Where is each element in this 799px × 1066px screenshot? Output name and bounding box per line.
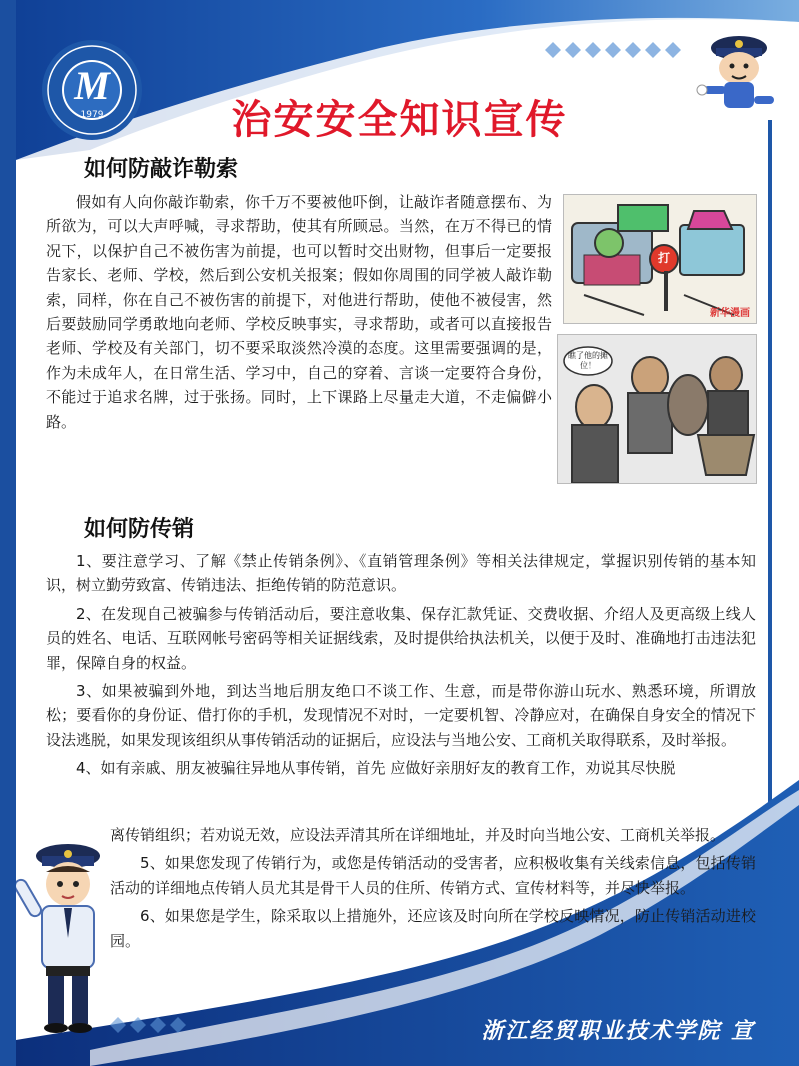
saluting-police-icon	[16, 838, 116, 1038]
list-item: 离传销组织；若劝说无效，应设法弄清其所在详细地址，并及时向当地公安、工商机关举报。	[110, 826, 726, 844]
logo-letter: M	[74, 63, 110, 108]
logo-year: 1979	[80, 110, 104, 120]
list-item: 2、在发现自己被骗参与传销活动后，要注意收集、保存汇款凭证、交费收据、介绍人及更高级上线人员的姓名、电话、互联网帐号密码等相关证据线索，及时提供给执法机关，以便于及时、准确地打击违法犯罪，保障自身的权益。	[46, 604, 756, 672]
police-officer-illustration	[16, 838, 116, 1038]
street-cartoon-image	[557, 334, 757, 484]
list-item: 5、如果您发现了传销行为，或您是传销活动的受害者，应积极收集有关线索信息，包括传销活动的详细地点传销人员尤其是骨干人员的住所、传销方式、宣传材料等，并尽快举报。	[110, 854, 756, 897]
page-title: 治安安全知识宣传	[231, 97, 568, 143]
cartoon1-watermark: 新华漫画	[710, 308, 750, 319]
list-item: 4、如有亲戚、朋友被骗往异地从事传销，首先 应做好亲朋好友的教育工作，劝说其尽快脱	[76, 759, 676, 778]
cartoon2-bubble: 瞧了他的摊位！	[568, 351, 608, 370]
section-heading-pyramid-selling: 如何防传销	[84, 517, 195, 542]
extortion-cartoon-image	[563, 194, 757, 324]
list-item: 1、要注意学习、了解《禁止传销条例》、《直销管理条例》等相关法律规定，掌握识别传销的基本知识，树立勤劳致富、传销违法、拒绝传销的防范意识。	[46, 552, 756, 595]
extortion-paragraph	[46, 190, 552, 434]
cartoon1-sign: 打	[657, 251, 670, 265]
extortion-text: 假如有人向你敲诈勒索，你千万不要被他吓倒，让敲诈者随意摆布、为所欲为，可以大声呼喊，寻求帮助，使其有所顾忌。当然，在万不得已的情况下，以保护自己不被伤害为前提，也可以暂时交出财物，但事后一定要报告家长、老师、学校，然后到公安机关报案；假如你周围的同学被人敲诈勒索，同样，你在自己不被伤害的前提下，对他进行帮助，使他不被侵害，然后要鼓励同学勇敢地向老师、学校反映事实，寻求帮助，或者可以直接报告老师、学校及有关部门，切不要采取淡然冷漠的态度。这里需要强调的是，作为未成年人，在日常生活、学习中，自己的穿着、言谈一定要符合身份，不能过于追求名牌，过于张扬。同时，上下课路上尽量走大道，不走偏僻小路。	[46, 193, 552, 431]
section-heading-extortion: 如何防敲诈勒索	[84, 157, 239, 182]
list-item: 3、如果被骗到外地，到达当地后朋友绝口不谈工作、生意，而是带你游山玩水、熟悉环境，所谓放松；要看你的身份证、借打你的手机，发现情况不对时，一定要机智、冷静应对，在确保自身安全的情况下设法逃脱，如果发现该组织从事传销活动的证据后，应设法与当地公安、工商机关取得联系，及时举报。	[46, 682, 756, 749]
list-item: 6、如果您是学生，除采取以上措施外，还应该及时向所在学校反映情况，防止传销活动进校园。	[110, 907, 756, 950]
pyramid-selling-list-continued	[110, 823, 756, 953]
pyramid-selling-list	[46, 549, 756, 781]
footer-signature: 浙江经贸职业技术学院 宣	[481, 1019, 755, 1044]
